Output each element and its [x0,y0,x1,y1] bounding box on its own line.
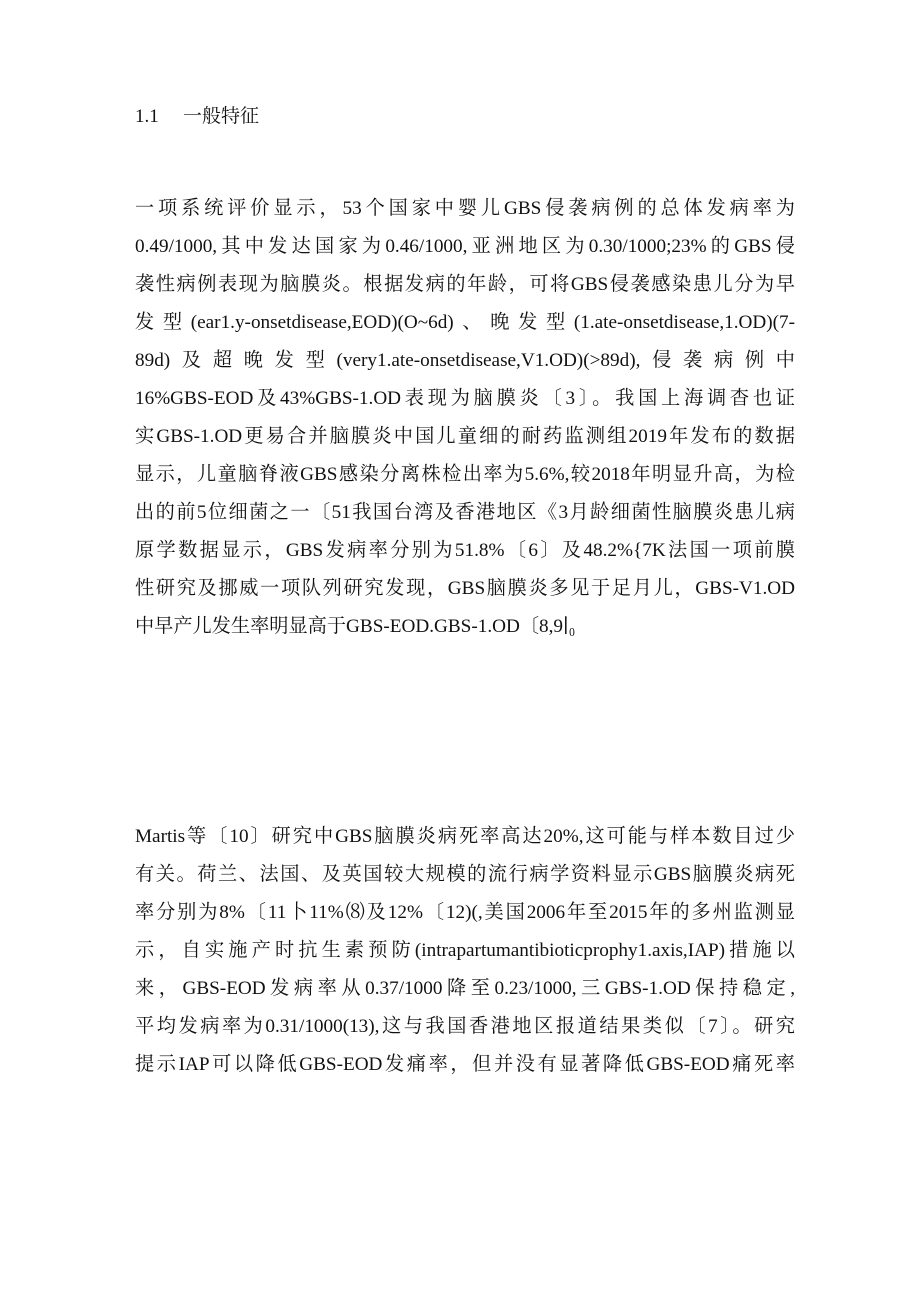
text-line: 出的前5位细菌之一〔51我国台湾及香港地区《3月龄细菌性脑膜炎患儿病 [135,502,795,523]
text-line: 原学数据显示，GBS发病率分别为51.8%〔6〕及48.2%{7K法国一项前膜 [135,540,795,561]
text-line: Martis等〔10〕研究中GBS脑膜炎病死率高达20%,这可能与样本数目过少 [135,826,795,847]
text-line: 显示，儿童脑脊液GBS感染分离株检出率为5.6%,较2018年明显升高，为检 [135,464,795,485]
text-line: 率分别为8%〔11卜11%⑻及12%〔12)(,美国2006年至2015年的多州监测显 [135,902,795,923]
text-line: 中早产儿发生率明显高于GBS-EOD.GBS-1.OD〔8,9∣₀ [135,616,576,637]
section-number: 1.1 [135,106,159,127]
text-line: 平均发病率为0.31/1000(13),这与我国香港地区报道结果类似〔7〕。研究 [135,1016,795,1037]
text-line: 性研究及挪威一项队列研究发现，GBS脑膜炎多见于足月儿，GBS-V1.OD [135,578,795,599]
paragraph-mortality [135,824,795,1090]
text-line: 89d)及超晚发型(very1.ate-onsetdisease,V1.OD)(>89d),侵袭病例中 [135,350,795,371]
text-line: 袭性病例表现为脑膜炎。根据发病的年龄，可将GBS侵袭感染患儿分为早 [135,274,795,295]
text-line: 来，GBS-EOD发病率从0.37/1000降至0.23/1000,三GBS-1.OD保持稳定, [135,978,795,999]
text-line: 实GBS-1.OD更易合并脑膜炎中国儿童细的耐药监测组2019年发布的数据 [135,426,795,447]
section-heading [135,104,259,130]
text-line: 有关。荷兰、法国、及英国较大规模的流行病学资料显示GBS脑膜炎病死 [135,864,795,885]
text-line: 提示IAP可以降低GBS-EOD发痛率，但并没有显著降低GBS-EOD痛死率 [135,1054,795,1075]
paragraph-incidence [135,196,795,652]
text-line: 示，自实施产时抗生素预防(intrapartumantibioticprophy1.axis,IAP)措施以 [135,940,795,961]
section-title: 一般特征 [183,106,260,127]
text-line: 0.49/1000,其中发达国家为0.46/1000,亚洲地区为0.30/1000;23%的GBS侵 [135,236,795,257]
text-line: 发型(ear1.y-onsetdisease,EOD)(O~6d)、晚发型(1.ate-onsetdisease,1.OD)(7- [135,312,795,333]
text-line: 一项系统评价显示，53个国家中婴儿GBS侵袭病例的总体发病率为 [135,198,795,219]
text-line: 16%GBS-EOD及43%GBS-1.OD表现为脑膜炎〔3〕。我国上海调杳也证 [135,388,795,409]
